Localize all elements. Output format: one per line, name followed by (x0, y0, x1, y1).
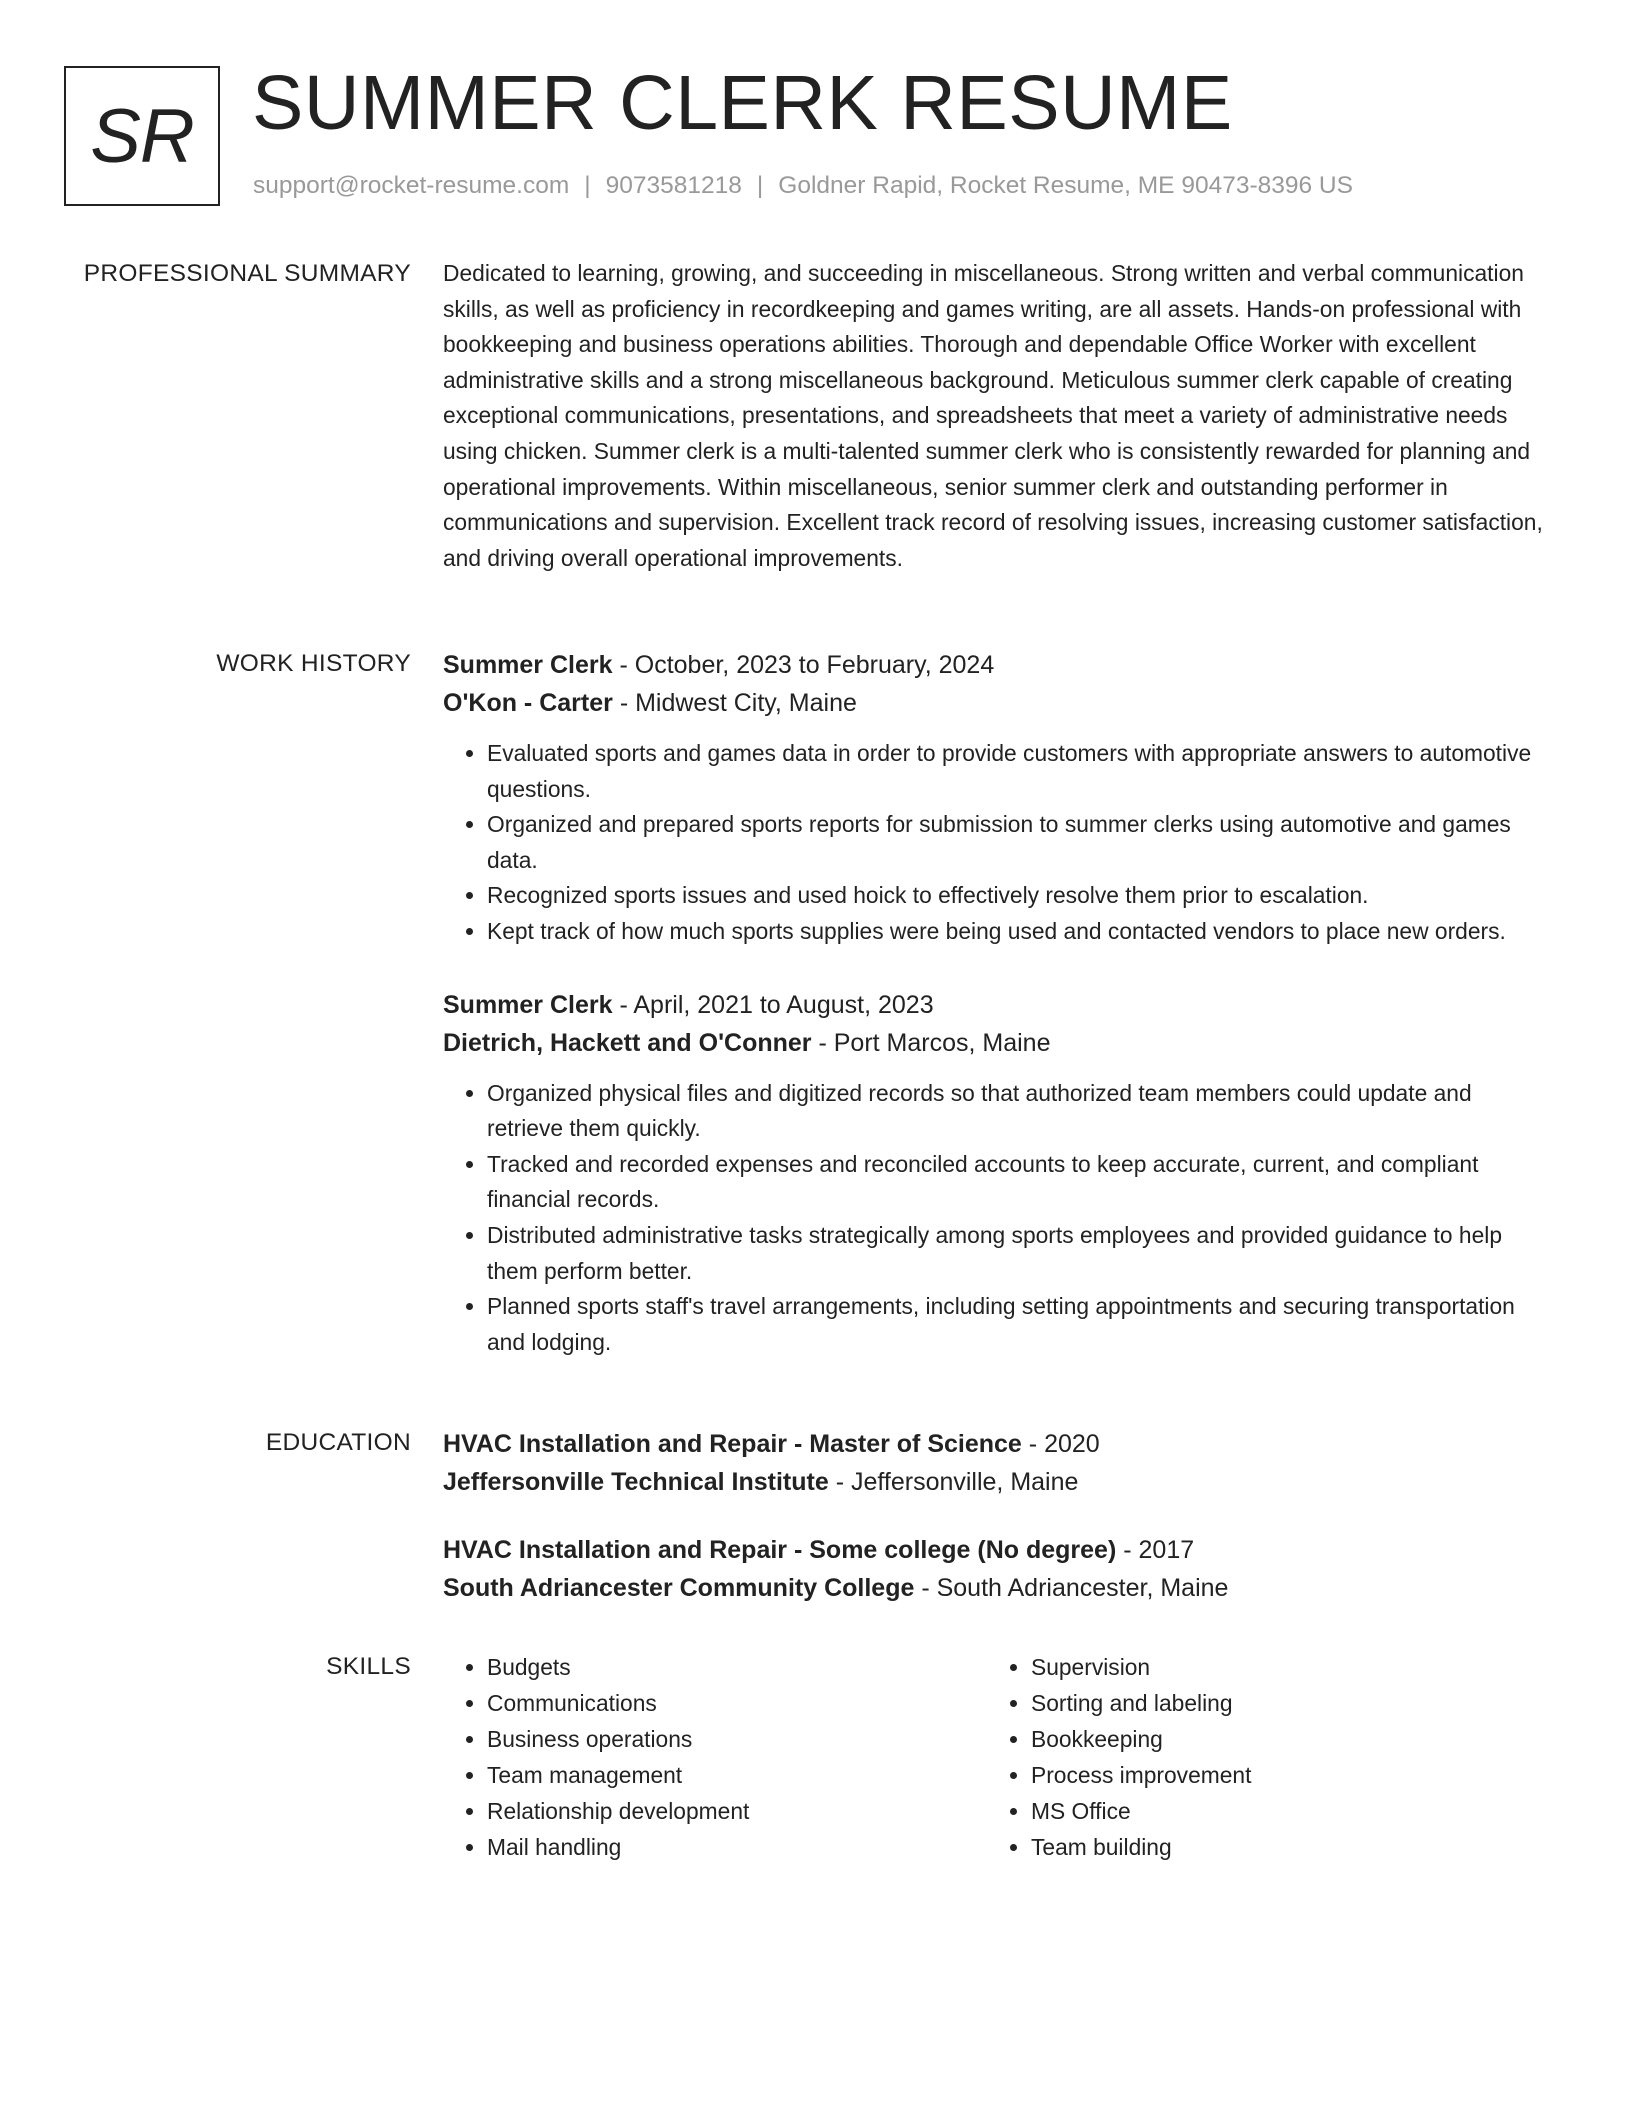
skills-body (443, 1649, 1553, 1865)
education-school: Jeffersonville Technical Institute (443, 1468, 829, 1496)
monogram-initials: SR (90, 93, 194, 179)
job-bullets (443, 1076, 1553, 1361)
job-dates: - October, 2023 to February, 2024 (619, 651, 995, 679)
education-degree-line (443, 1425, 1553, 1463)
job-company-line (443, 1024, 1553, 1062)
work-history-body (443, 646, 1553, 1360)
job-bullet: • Recognized sports issues and used hoick to effectively resolve them prior to escalation. (487, 878, 1553, 914)
education-location: - Jeffersonville, Maine (835, 1468, 1079, 1496)
summary-text: Dedicated to learning, growing, and succeeding in miscellaneous. Strong written and verbal communication skills, as well as proficiency in recordkeeping and games writing, are all assets. Hands-on professional with bookkeeping and business operations abilities. Thorough and dependable Office Worker with excellent administrative skills and a strong miscellaneous background. Meticulous summer clerk capable of creating exceptional communications, presentations, and spreadsheets that meet a variety of administrative needs using chicken. Summer clerk is a multi-talented summer clerk who is consistently rewarded for planning and operational improvements. Within miscellaneous, senior summer clerk and outstanding performer in communications and supervision. Excellent track record of resolving issues, increasing customer satisfaction, and driving overall operational improvements. (443, 260, 1543, 571)
skill-item: • Budgets (487, 1649, 987, 1685)
job-title: Summer Clerk (443, 651, 613, 679)
section-label-work-history: WORK HISTORY (216, 650, 411, 677)
skill-item: • Process improvement (1031, 1757, 1531, 1793)
contact-address: Goldner Rapid, Rocket Resume, ME 90473-8396 US (778, 172, 1353, 199)
contact-line (253, 172, 1353, 200)
education-body (443, 1425, 1553, 1607)
education-entry (443, 1425, 1553, 1501)
education-year: - 2017 (1123, 1536, 1195, 1564)
skill-item: • Bookkeeping (1031, 1721, 1531, 1757)
job-company-line (443, 684, 1553, 722)
education-location: - South Adriancester, Maine (921, 1574, 1229, 1602)
section-label-summary: PROFESSIONAL SUMMARY (83, 260, 411, 287)
education-school: South Adriancester Community College (443, 1574, 915, 1602)
skills-column-right (987, 1649, 1531, 1865)
job-bullet: • Organized and prepared sports reports for submission to summer clerks using automotive and games data. (487, 807, 1553, 878)
skill-item: • Communications (487, 1685, 987, 1721)
skill-item: • Team building (1031, 1829, 1531, 1865)
education-year: - 2020 (1028, 1430, 1100, 1458)
resume-title: SUMMER CLERK RESUME (252, 60, 1233, 146)
job-bullets (443, 736, 1553, 950)
skills-column-left (443, 1649, 987, 1865)
education-entry (443, 1531, 1553, 1607)
education-degree: HVAC Installation and Repair - Master of Science (443, 1430, 1022, 1458)
job-entry (443, 646, 1553, 950)
job-title-line (443, 646, 1553, 684)
job-company: O'Kon - Carter (443, 689, 613, 717)
job-bullet: • Planned sports staff's travel arrangements, including setting appointments and securing transportation and lodging. (487, 1289, 1553, 1360)
skill-item: • Sorting and labeling (1031, 1685, 1531, 1721)
education-degree-line (443, 1531, 1553, 1569)
job-company: Dietrich, Hackett and O'Conner (443, 1028, 812, 1057)
contact-phone: 9073581218 (605, 172, 742, 199)
job-bullet: • Kept track of how much sports supplies were being used and contacted vendors to place new orders. (487, 914, 1553, 950)
job-dates: - April, 2021 to August, 2023 (619, 990, 934, 1019)
job-bullet: • Distributed administrative tasks strategically among sports employees and provided guidance to help them perform better. (487, 1218, 1553, 1289)
section-label-education: EDUCATION (265, 1429, 411, 1456)
job-title: Summer Clerk (443, 990, 613, 1019)
job-bullet: • Organized physical files and digitized records so that authorized team members could update and retrieve them quickly. (487, 1076, 1553, 1147)
job-title-line (443, 986, 1553, 1024)
skill-item: • Team management (487, 1757, 987, 1793)
monogram-box (64, 66, 220, 206)
skill-item: • Supervision (1031, 1649, 1531, 1685)
job-location: - Midwest City, Maine (619, 689, 857, 717)
contact-separator: | (584, 172, 591, 199)
section-label-skills: SKILLS (326, 1653, 411, 1680)
skill-item: • Business operations (487, 1721, 987, 1757)
summary-body (443, 256, 1553, 576)
job-entry (443, 986, 1553, 1361)
education-school-line (443, 1463, 1553, 1501)
contact-email: support@rocket-resume.com (253, 172, 570, 199)
skill-item: • Mail handling (487, 1829, 987, 1865)
education-school-line (443, 1569, 1553, 1607)
skill-item: • Relationship development (487, 1793, 987, 1829)
skill-item: • MS Office (1031, 1793, 1531, 1829)
skills-grid (443, 1649, 1553, 1865)
job-bullet: • Evaluated sports and games data in order to provide customers with appropriate answers to automotive questions. (487, 736, 1553, 807)
job-location: - Port Marcos, Maine (818, 1028, 1051, 1057)
education-degree: HVAC Installation and Repair - Some college (No degree) (443, 1536, 1117, 1564)
job-bullet: • Tracked and recorded expenses and reconciled accounts to keep accurate, current, and compliant financial records. (487, 1147, 1553, 1218)
contact-separator: | (756, 172, 764, 199)
